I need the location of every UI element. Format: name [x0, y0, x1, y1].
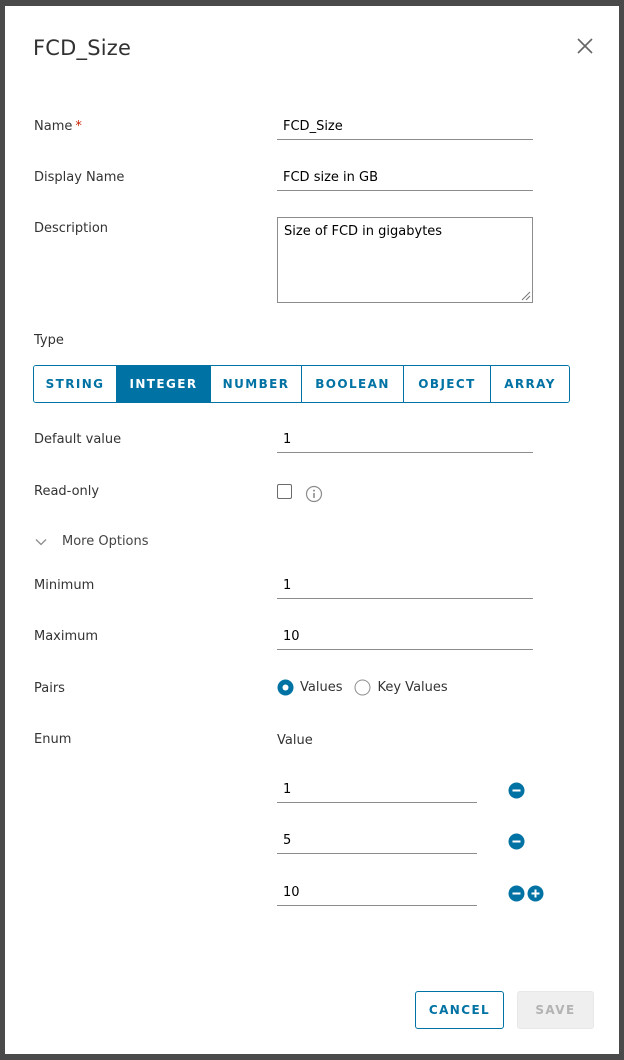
pairs-option-values[interactable] [277, 679, 342, 696]
remove-icon [508, 833, 525, 850]
pairs-option-key-values-label: Key Values [377, 680, 448, 695]
enum-value-input-3[interactable] [277, 880, 477, 906]
maximum-input[interactable] [277, 624, 533, 650]
more-options-label: More Options [62, 534, 149, 549]
minimum-label: Minimum [34, 578, 95, 593]
type-option-string[interactable]: STRING [34, 366, 117, 402]
pairs-option-values-label: Values [300, 680, 343, 695]
enum-value-column-header: Value [277, 733, 313, 748]
add-icon [527, 885, 544, 902]
default-value-input[interactable] [277, 427, 533, 453]
pairs-label: Pairs [34, 681, 65, 696]
name-input[interactable] [277, 114, 533, 140]
enum-remove-button-1[interactable] [508, 782, 525, 799]
enum-add-button[interactable] [527, 885, 544, 902]
remove-icon [508, 885, 525, 902]
type-selector [33, 365, 570, 403]
read-only-label: Read-only [34, 484, 100, 499]
name-label-text: Name [34, 119, 73, 134]
description-label: Description [34, 221, 109, 236]
type-option-number[interactable]: NUMBER [211, 366, 302, 402]
type-option-integer[interactable]: INTEGER [117, 366, 211, 402]
type-option-object[interactable]: OBJECT [404, 366, 491, 402]
chevron-down-icon [34, 535, 48, 549]
radio-selected-icon [277, 679, 294, 696]
more-options-toggle[interactable] [34, 534, 149, 549]
read-only-checkbox[interactable] [277, 484, 292, 499]
enum-label: Enum [34, 732, 72, 747]
required-mark: * [75, 119, 82, 134]
modal-dialog [5, 6, 619, 1054]
enum-value-input-2[interactable] [277, 828, 477, 854]
close-icon [573, 34, 597, 58]
type-option-array[interactable]: ARRAY [491, 366, 569, 402]
enum-remove-button-3[interactable] [508, 885, 525, 902]
info-icon[interactable] [305, 485, 323, 503]
resize-grip-icon[interactable] [519, 289, 531, 301]
pairs-radio-group [277, 679, 460, 696]
minimum-input[interactable] [277, 573, 533, 599]
radio-unselected-icon [354, 679, 371, 696]
display-name-input[interactable] [277, 165, 533, 191]
type-label: Type [34, 333, 64, 348]
cancel-button[interactable]: CANCEL [415, 991, 504, 1029]
dialog-title: FCD_Size [33, 36, 132, 60]
close-button[interactable] [573, 34, 597, 58]
enum-remove-button-2[interactable] [508, 833, 525, 850]
remove-icon [508, 782, 525, 799]
display-name-label: Display Name [34, 170, 125, 185]
type-option-boolean[interactable]: BOOLEAN [302, 366, 404, 402]
name-label [34, 119, 82, 134]
description-textarea[interactable] [277, 217, 533, 303]
save-button[interactable]: SAVE [517, 991, 594, 1029]
enum-value-input-1[interactable] [277, 777, 477, 803]
maximum-label: Maximum [34, 629, 99, 644]
default-value-label: Default value [34, 432, 122, 447]
pairs-option-key-values[interactable] [354, 679, 447, 696]
